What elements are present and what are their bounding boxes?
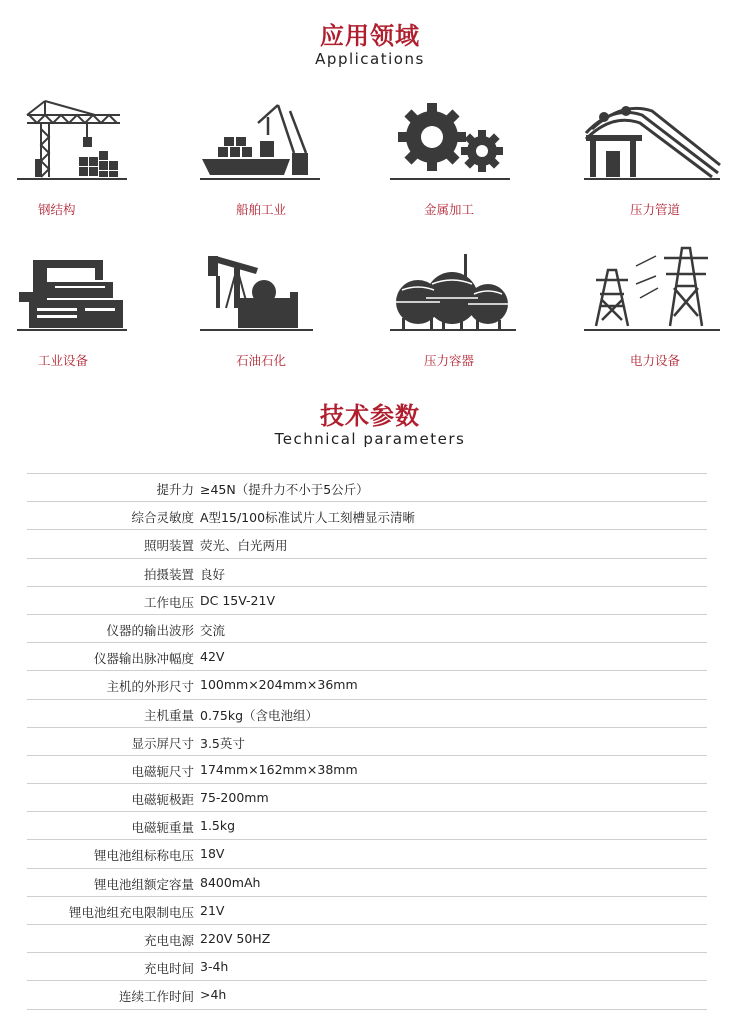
parameter-value: 18V	[200, 846, 225, 862]
table-bottom-rule	[27, 1009, 707, 1010]
application-label: 压力管道	[630, 202, 681, 217]
application-label: 金属加工	[424, 202, 475, 217]
parameter-key: 照明装置	[143, 538, 194, 554]
parameter-value: DC 15V-21V	[200, 592, 276, 608]
parameter-row	[27, 586, 707, 614]
application-label: 石油石化	[236, 353, 287, 368]
parameter-key: 显示屏尺寸	[131, 735, 194, 751]
parameter-key: 提升力	[156, 482, 194, 497]
pipeline-icon	[582, 95, 722, 185]
applications-title: 应用领域	[320, 22, 420, 50]
parameter-value: 100mm×204mm×36mm	[200, 677, 358, 693]
parameter-row	[27, 980, 707, 1008]
parameter-row	[27, 529, 707, 557]
parameter-value: 1.5kg	[200, 818, 236, 834]
parameter-row	[27, 783, 707, 811]
parameter-key: 锂电池组充电限制电压	[68, 904, 194, 920]
parameter-key: 仪器输出脉冲幅度	[93, 651, 194, 667]
parameter-key: 锂电池组额定容量	[93, 876, 194, 892]
parameter-value: 21V	[200, 902, 225, 918]
parameter-value: 42V	[200, 649, 225, 665]
parameter-value: 交流	[200, 622, 226, 638]
parameter-row	[27, 670, 707, 698]
parameter-row	[27, 924, 707, 952]
parameter-value: 8400mAh	[200, 874, 261, 890]
parameter-key: 工作电压	[143, 594, 194, 610]
parameter-row	[27, 501, 707, 529]
parameter-row	[27, 755, 707, 783]
parameter-value: 良好	[200, 566, 226, 582]
parameter-row	[27, 558, 707, 586]
parameter-key: 主机的外形尺寸	[106, 679, 194, 695]
parameter-key: 电磁轭重量	[131, 820, 194, 836]
parameter-row	[27, 839, 707, 867]
applications-subtitle: Applications	[315, 50, 425, 68]
parameter-row	[27, 614, 707, 642]
parameter-key: 锂电池组标称电压	[93, 848, 194, 864]
parameter-value: A型15/100标准试片人工刻槽显示清晰	[200, 510, 416, 526]
oil-pump-icon	[198, 248, 323, 333]
parameter-row	[27, 727, 707, 755]
application-label: 工业设备	[38, 353, 89, 368]
parameter-value: 75-200mm	[200, 790, 269, 806]
parameter-row	[27, 473, 707, 501]
application-steel-structure	[15, 95, 145, 225]
parameter-value: 3.5英寸	[200, 735, 245, 751]
parameters-subtitle: Technical parameters	[274, 430, 466, 448]
parameter-value: 220V 50HZ	[200, 931, 271, 946]
application-label: 压力容器	[424, 353, 475, 368]
parameter-key: 充电时间	[143, 961, 194, 977]
parameter-row	[27, 952, 707, 980]
parameter-value: 0.75kg（含电池组）	[200, 707, 319, 723]
parameter-value: 荧光、白光两用	[200, 538, 288, 554]
parameter-row	[27, 811, 707, 839]
parameter-key: 综合灵敏度	[131, 510, 194, 526]
parameter-row	[27, 868, 707, 896]
tower-crane-icon	[15, 95, 130, 185]
gears-icon	[388, 95, 513, 185]
parameters-table	[27, 473, 707, 1010]
spherical-tanks-icon	[388, 248, 518, 333]
parameter-row	[27, 896, 707, 924]
ship-crane-icon	[198, 95, 323, 185]
parameter-value: >4h	[200, 987, 227, 1003]
parameter-value: ≥45N（提升力不小于5公斤）	[200, 482, 369, 497]
parameter-key: 电磁轭尺寸	[131, 763, 194, 779]
parameter-key: 电磁轭极距	[131, 792, 194, 808]
parameters-title: 技术参数	[320, 402, 420, 430]
parameter-key: 仪器的输出波形	[106, 622, 194, 638]
parameter-value: 174mm×162mm×38mm	[200, 761, 358, 777]
parameter-row	[27, 642, 707, 670]
application-power-equipment	[582, 236, 712, 366]
application-label: 电力设备	[630, 353, 681, 368]
parameter-key: 连续工作时间	[118, 989, 194, 1005]
parameter-key: 主机重量	[143, 707, 194, 723]
application-label: 钢结构	[38, 202, 76, 217]
parameter-key: 充电电源	[143, 933, 194, 948]
power-tower-icon	[582, 236, 722, 333]
parameter-value: 3-4h	[200, 959, 229, 975]
industrial-machine-icon	[15, 248, 130, 333]
parameter-row	[27, 699, 707, 727]
application-label: 船舶工业	[236, 202, 287, 217]
parameter-key: 拍摄装置	[143, 566, 194, 582]
